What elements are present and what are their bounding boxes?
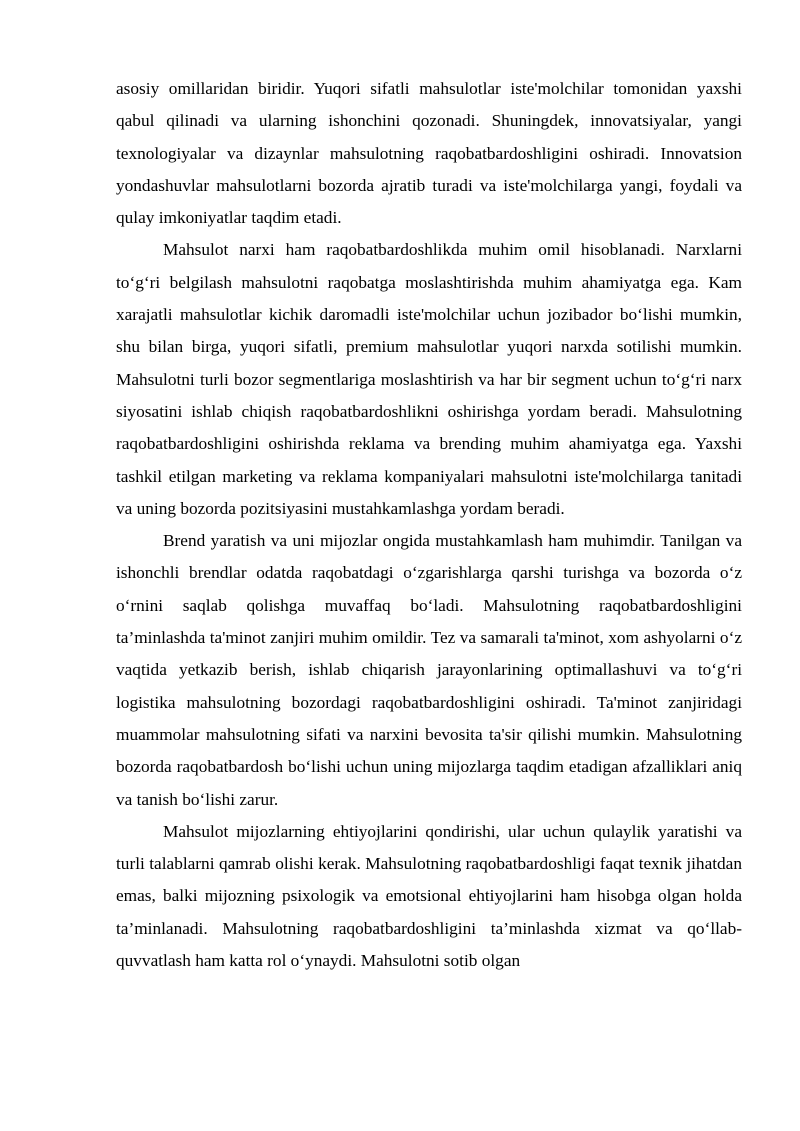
document-page	[116, 73, 742, 977]
paragraph-2: Mahsulot narxi ham raqobatbardoshlikda muhim omil hisoblanadi. Narxlarni to‘g‘ri belgilash mahsulotni raqobatga moslashtirishda muhim ahamiyatga ega. Kam xarajatli mahsulotlar kichik daromadli iste'molchilar uchun jozibador bo‘lishi mumkin, shu bilan birga, yuqori sifatli, premium mahsulotlar yuqori narxda sotilishi mumkin. Mahsulotni turli bozor segmentlariga moslashtirish va har bir segment uchun to‘g‘ri narx siyosatini ishlab chiqish raqobatbardoshlikni oshirishga yordam beradi. Mahsulotning raqobatbardoshligini oshirishda reklama va brending muhim ahamiyatga ega. Yaxshi tashkil etilgan marketing va reklama kompaniyalari mahsulotni iste'molchilarga tanitadi va uning bozorda pozitsiyasini mustahkamlashga yordam beradi.	[116, 240, 742, 518]
paragraph-1: asosiy omillaridan biridir. Yuqori sifatli mahsulotlar iste'molchilar tomonidan yaxshi qabul qilinadi va ularning ishonchini qozonadi. Shuningdek, innovatsiyalar, yangi texnologiyalar va dizaynlar mahsulotning raqobatbardoshligini oshiradi. Innovatsion yondashuvlar mahsulotlarni bozorda ajratib turadi va iste'molchilarga yangi, foydali va qulay imkoniyatlar taqdim etadi.	[116, 79, 742, 228]
paragraph-4: Mahsulot mijozlarning ehtiyojlarini qondirishi, ular uchun qulaylik yaratishi va turli talablarni qamrab olishi kerak. Mahsulotning raqobatbardoshligi faqat texnik jihatdan emas, balki mijozning psixologik va emotsional ehtiyojlarini ham hisobga olgan holda ta’minlanadi. Mahsulotning raqobatbardoshligini ta’minlashda xizmat va qo‘llab-quvvatlash ham katta rol o‘ynaydi. Mahsulotni sotib olgan	[116, 821, 742, 971]
paragraph-3: Brend yaratish va uni mijozlar ongida mustahkamlash ham muhimdir. Tanilgan va ishonchli brendlar odatda raqobatdagi o‘zgarishlarga qarshi turishga va bozorda o‘z o‘rnini saqlab qolishga muvaffaq bo‘ladi. Mahsulotning raqobatbardoshligini ta’minlashda ta'minot zanjiri muhim omildir. Tez va samarali ta'minot, xom ashyolarni o‘z vaqtida yetkazib berish, ishlab chiqarish jarayonlarining optimallashuvi va to‘g‘ri logistika mahsulotning bozordagi raqobatbardoshligini oshiradi. Ta'minot zanjiridagi muammolar mahsulotning sifati va narxini bevosita ta'sir qilishi mumkin. Mahsulotning bozorda raqobatbardosh bo‘lishi uchun uning mijozlarga taqdim etadigan afzalliklari aniq va tanish bo‘lishi zarur.	[116, 531, 742, 809]
